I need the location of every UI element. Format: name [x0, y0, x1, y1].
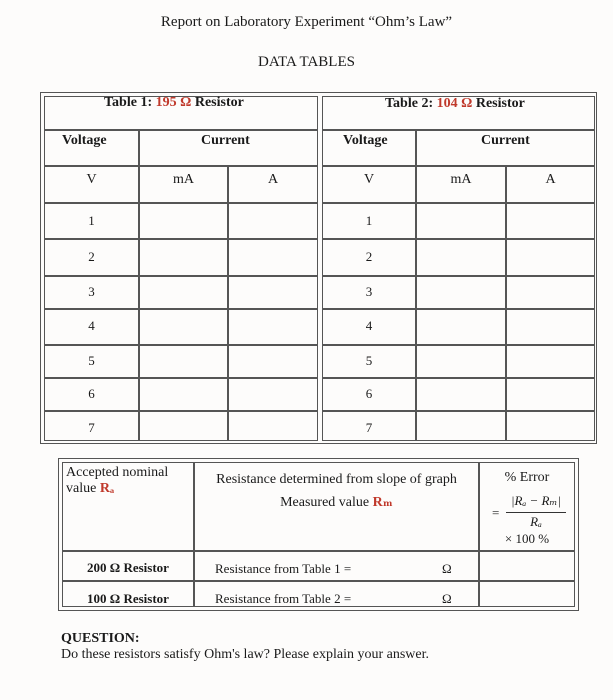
table1-voltage-7: 7: [88, 420, 95, 435]
table1-ma-input-4[interactable]: [139, 309, 228, 345]
error-formula-denominator: Rₐ: [530, 514, 542, 529]
error-formula-numerator: |Rₐ − Rₘ|: [510, 493, 562, 508]
table2-current-header: Current: [481, 133, 530, 148]
table2-ma-input-2[interactable]: [416, 239, 506, 276]
percent-error-header: % Error: [504, 470, 550, 485]
table2-ma-input-5[interactable]: [416, 345, 506, 378]
row2-resistance-text: Resistance from Table 2 =: [215, 591, 352, 606]
table2-voltage-4: 4: [365, 318, 373, 333]
table1-voltage-4: 4: [88, 318, 95, 333]
table2-ma-input-7[interactable]: [416, 411, 506, 441]
table1-a-input-7[interactable]: [228, 411, 318, 441]
row2-ohm-unit: Ω: [442, 591, 452, 606]
row1-resistor-label: 200 Ω Resistor: [87, 560, 169, 575]
table1-a-input-2[interactable]: [228, 239, 318, 276]
table2-resistance: 104 Ω: [436, 96, 473, 111]
error-formula-fraction-bar: [506, 512, 566, 513]
table2-a-input-4[interactable]: [506, 309, 595, 345]
table2-unit-a: A: [545, 172, 556, 187]
table2-unit-ma: mA: [450, 172, 472, 187]
table1-unit-a: A: [267, 172, 279, 187]
table2-a-input-2[interactable]: [506, 239, 595, 276]
table1-voltage-1: 1: [88, 213, 95, 228]
table1-current-header: Current: [201, 133, 250, 148]
table1-resistance: 195 Ω: [155, 95, 192, 110]
slope-header: Resistance determined from slope of graph: [216, 472, 457, 487]
table2-voltage-3: 3: [365, 284, 373, 299]
question-text: Do these resistors satisfy Ohm's law? Please explain your answer.: [61, 647, 429, 662]
error-formula-multiplier: × 100 %: [504, 531, 550, 546]
table2-a-input-6[interactable]: [506, 378, 595, 411]
table1-unit-ma: mA: [173, 172, 194, 187]
table1-ma-input-7[interactable]: [139, 411, 228, 441]
accepted-value-header: Accepted nominal value Rₐ: [66, 465, 169, 496]
table2-caption: Table 2: 104 Ω Resistor: [385, 96, 525, 111]
table1-voltage-6: 6: [88, 386, 95, 401]
table2-voltage-7: 7: [365, 420, 373, 435]
row2-resistor-label: 100 Ω Resistor: [87, 591, 169, 606]
table1-ma-input-5[interactable]: [139, 345, 228, 378]
table2-ma-input-3[interactable]: [416, 276, 506, 309]
question-label: QUESTION:: [61, 631, 140, 646]
table2-a-input-5[interactable]: [506, 345, 595, 378]
table2-ma-input-6[interactable]: [416, 378, 506, 411]
report-title: Report on Laboratory Experiment “Ohm’s Law”: [160, 14, 453, 30]
table1-voltage-header: Voltage: [62, 133, 107, 148]
row2-error-input[interactable]: [479, 581, 575, 607]
table1-unit-v: V: [86, 172, 97, 187]
section-heading: DATA TABLES: [258, 54, 355, 70]
table2-ma-input-1[interactable]: [416, 203, 506, 239]
row1-resistance-text: Resistance from Table 1 =: [215, 561, 352, 576]
table1-voltage-2: 2: [88, 249, 95, 264]
table1-voltage-3: 3: [88, 284, 95, 299]
table2-voltage-header: Voltage: [343, 133, 388, 148]
measured-value-label: Measured value Rₘ: [280, 495, 393, 510]
table1-a-input-3[interactable]: [228, 276, 318, 309]
table2-voltage-2: 2: [365, 249, 373, 264]
row1-error-input[interactable]: [479, 551, 575, 581]
table2-voltage-1: 1: [365, 213, 373, 228]
table2-voltage-5: 5: [365, 353, 373, 368]
table2-ma-input-4[interactable]: [416, 309, 506, 345]
error-equals-sign: =: [492, 505, 500, 520]
table1-voltage-5: 5: [88, 353, 95, 368]
table2-a-input-7[interactable]: [506, 411, 595, 441]
table1-a-input-1[interactable]: [228, 203, 318, 239]
table1-a-input-6[interactable]: [228, 378, 318, 411]
table2-a-input-1[interactable]: [506, 203, 595, 239]
measured-value-symbol: Rₘ: [372, 495, 393, 510]
table1-ma-input-3[interactable]: [139, 276, 228, 309]
accepted-value-symbol: Rₐ: [99, 481, 115, 496]
table1-a-input-4[interactable]: [228, 309, 318, 345]
table1-ma-input-1[interactable]: [139, 203, 228, 239]
table2-voltage-6: 6: [365, 386, 373, 401]
table1-a-input-5[interactable]: [228, 345, 318, 378]
table2-a-input-3[interactable]: [506, 276, 595, 309]
table1-ma-input-6[interactable]: [139, 378, 228, 411]
table1-caption: Table 1: 195 Ω Resistor: [104, 95, 244, 110]
row1-ohm-unit: Ω: [442, 561, 452, 576]
table2-unit-v: V: [363, 172, 375, 187]
table1-ma-input-2[interactable]: [139, 239, 228, 276]
